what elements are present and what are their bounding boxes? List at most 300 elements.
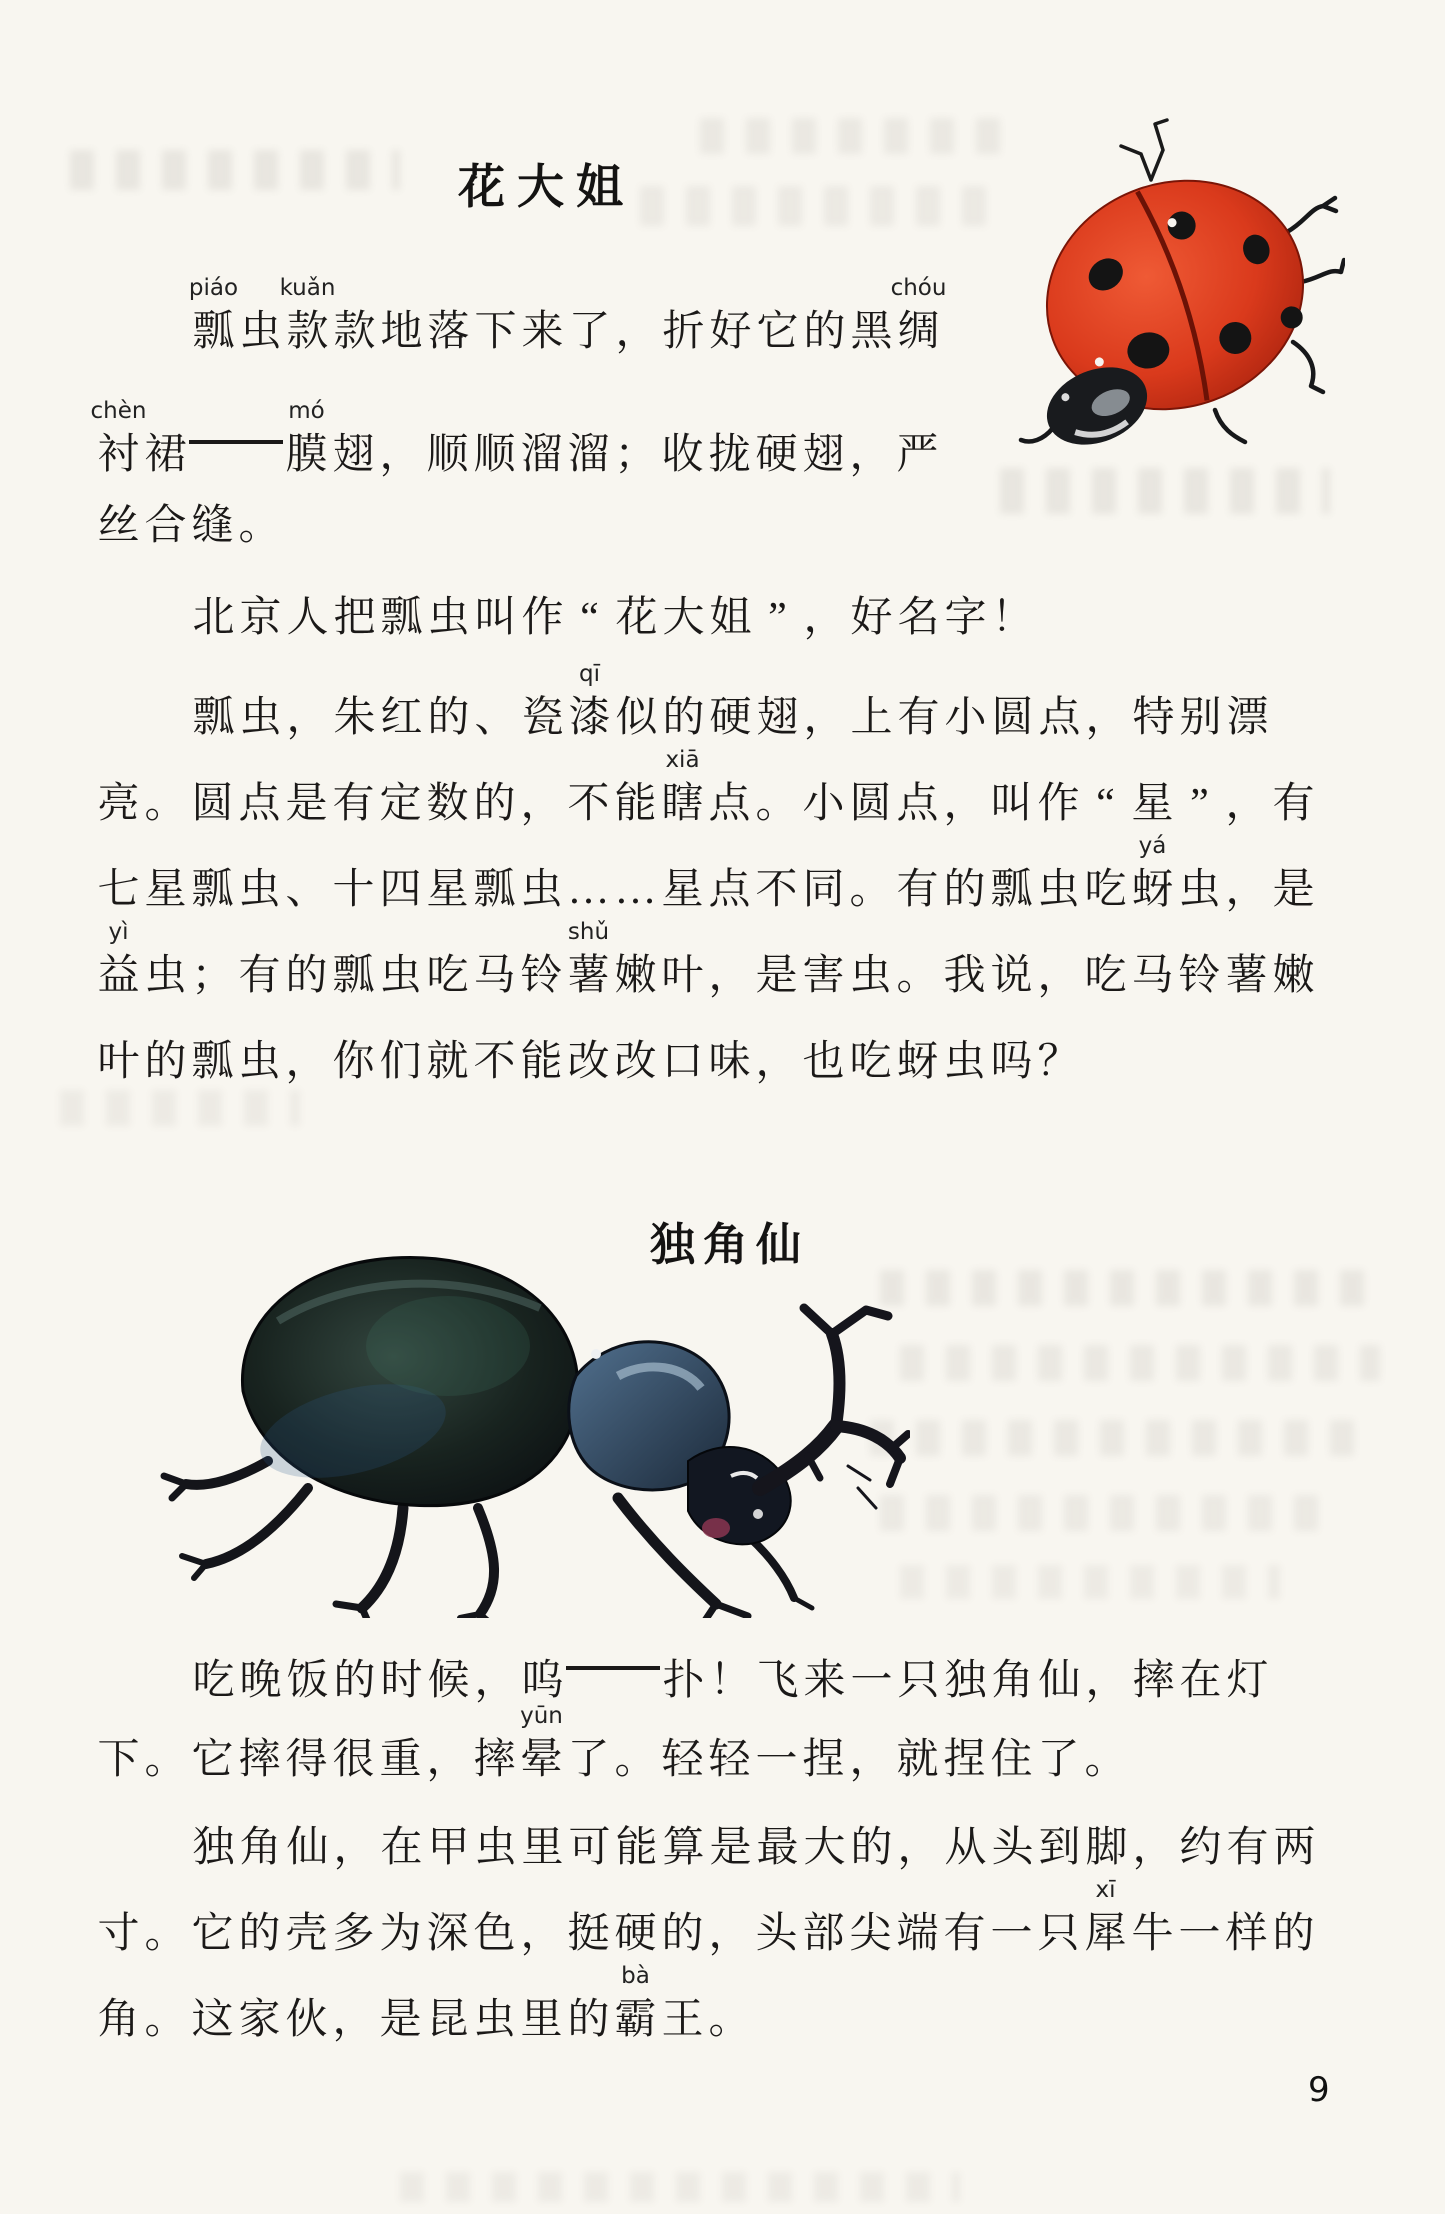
text-line [190, 661, 1271, 744]
han-char: 虫 [474, 1825, 517, 1871]
han-char: ， [426, 1737, 469, 1783]
han-char: 捏 [943, 1737, 986, 1783]
han-char: ， [1085, 1658, 1128, 1704]
han-char: 独 [944, 1658, 987, 1704]
han-char: 时 [380, 1658, 423, 1704]
han-char: 们 [379, 1039, 422, 1085]
text-line [95, 500, 283, 552]
han-char: 角 [239, 1825, 282, 1871]
han-char: ， [708, 1911, 751, 1957]
han-char: 圆 [191, 781, 234, 827]
han-char: 了 [568, 309, 611, 355]
pinyin-annotation: bà [621, 1963, 650, 1989]
han-char: 王 [661, 1997, 704, 2043]
bleedthrough-ghost-text [880, 1495, 1340, 1531]
em-dash [189, 416, 236, 468]
han-char: 别 [1179, 695, 1222, 741]
han-char: 花 [615, 595, 658, 641]
han-char: 的 [662, 695, 705, 741]
han-char: 溜 [520, 432, 563, 478]
han-char: 不 [567, 781, 610, 827]
han-char: 有 [238, 953, 281, 999]
han-char: 大 [803, 1825, 846, 1871]
han-char: 飞 [756, 1658, 799, 1704]
han-char: 名 [897, 595, 940, 641]
section-title-huadajie: 花大姐 [458, 162, 635, 214]
han-char: 叫 [474, 595, 517, 641]
han-char: ， [1132, 1825, 1175, 1871]
han-char: 吃 [1084, 953, 1127, 999]
pinyin-annotation: chóu [890, 275, 947, 301]
han-char: 家 [238, 1997, 281, 2043]
han-char: 多 [332, 1911, 375, 1957]
han-char: 。 [1084, 1737, 1127, 1783]
han-char: 吃 [192, 1658, 235, 1704]
han-char: 一 [755, 1737, 798, 1783]
han-char: 住 [990, 1737, 1033, 1783]
han-char: ， [755, 1039, 798, 1085]
han-char: 是 [1272, 867, 1315, 913]
han-char: 一 [990, 1911, 1033, 1957]
em-dash [236, 416, 283, 468]
han-char: 小 [944, 695, 987, 741]
han-char: 北 [192, 595, 235, 641]
han-char: 硬 [614, 1911, 657, 1957]
han-char: 。 [238, 503, 281, 549]
han-char: 轻 [708, 1737, 751, 1783]
han-char: 瓢 piáo [188, 275, 239, 355]
han-char: 的 [850, 1825, 893, 1871]
han-char: 很 [332, 1737, 375, 1783]
han-char: 有 [1272, 781, 1315, 827]
han-char: 改 [614, 1039, 657, 1085]
han-char: ， [1037, 953, 1080, 999]
han-char: 漆 qī [568, 661, 611, 741]
han-char: 有 [897, 695, 940, 741]
bleedthrough-ghost-text [700, 118, 1020, 154]
han-char: 。 [896, 953, 939, 999]
han-char: 吃 [1084, 867, 1127, 913]
han-char: 端 [896, 1911, 939, 1957]
han-char: 害 [802, 953, 845, 999]
han-char: 虫 [427, 595, 470, 641]
han-char: 犀 xī [1084, 1877, 1127, 1957]
han-char: 口 [661, 1039, 704, 1085]
ladybug-illustration [1005, 110, 1345, 455]
han-char: 寸 [97, 1911, 140, 1957]
han-char: 、 [285, 867, 328, 913]
han-char: 吃 [426, 953, 469, 999]
han-char: ， [897, 1825, 940, 1871]
han-char: 把 [333, 595, 376, 641]
han-char: 漂 [1226, 695, 1269, 741]
bleedthrough-ghost-text [900, 1345, 1380, 1381]
han-char: 我 [943, 953, 986, 999]
han-char: 瞎 xiā [661, 747, 704, 827]
bleedthrough-ghost-text [900, 1565, 1280, 1599]
bleedthrough-ghost-text [60, 1090, 300, 1126]
han-char: 顺 [473, 432, 516, 478]
han-char: 虫 [520, 867, 563, 913]
han-char: 。 [849, 867, 892, 913]
han-char: 地 [380, 309, 423, 355]
han-char: 翅 [756, 695, 799, 741]
han-char: ； [614, 432, 657, 478]
han-char: 改 [567, 1039, 610, 1085]
section-title-dujiaoxian: 独角仙 [650, 1220, 810, 1270]
han-char: 虫 [1037, 867, 1080, 913]
han-char: 的 [427, 695, 470, 741]
text-line [188, 275, 947, 358]
han-char: 也 [802, 1039, 845, 1085]
han-char: 它 [191, 1911, 234, 1957]
han-char: 硬 [709, 695, 752, 741]
han-char: 七 [97, 867, 140, 913]
han-char: 饭 [286, 1658, 329, 1704]
han-char: 。 [144, 1997, 187, 2043]
han-char: 、 [474, 695, 517, 741]
han-char: 瓢 [473, 867, 516, 913]
han-char: 得 [285, 1737, 328, 1783]
han-char: … [567, 867, 610, 913]
rhinoceros-beetle-illustration [148, 1226, 910, 1618]
han-char: ， [332, 1997, 375, 2043]
han-char: 虫 [144, 953, 187, 999]
pinyin-annotation: chèn [90, 398, 147, 424]
han-char: 为 [379, 1911, 422, 1957]
text-line [95, 1036, 1082, 1088]
han-char: 虫 [1178, 867, 1221, 913]
text-line [95, 833, 1317, 916]
han-char: 点 [708, 867, 751, 913]
han-char: 好 [709, 309, 752, 355]
han-char: 落 [427, 309, 470, 355]
han-char: 是 [285, 781, 328, 827]
han-char: 伙 [285, 1997, 328, 2043]
han-char: 马 [473, 953, 516, 999]
han-char: 算 [662, 1825, 705, 1871]
han-char: 仙 [286, 1825, 329, 1871]
han-char: 四 [379, 867, 422, 913]
han-char: 马 [1131, 953, 1174, 999]
han-char: 的 [238, 1911, 281, 1957]
han-char: 轻 [661, 1737, 704, 1783]
han-char: 的 [661, 1911, 704, 1957]
pinyin-annotation: qī [579, 661, 600, 687]
han-char: 溜 [567, 432, 610, 478]
han-char: 顺 [426, 432, 469, 478]
han-char: 定 [379, 781, 422, 827]
han-char: 瓢 [332, 953, 375, 999]
han-char: 虫 [849, 953, 892, 999]
han-char: 特 [1132, 695, 1175, 741]
han-char: ？ [1037, 1039, 1080, 1085]
text-line [95, 1703, 1129, 1786]
han-char: 可 [568, 1825, 611, 1871]
han-char: 绸 chóu [890, 275, 947, 355]
bleedthrough-ghost-text [640, 186, 1000, 226]
han-char: 。 [144, 1911, 187, 1957]
han-char: 上 [850, 695, 893, 741]
han-char: 字 [944, 595, 987, 641]
pinyin-annotation: xī [1095, 1877, 1116, 1903]
han-char: 似 [615, 695, 658, 741]
han-char: 叶 [97, 1039, 140, 1085]
han-char: 点 [896, 781, 939, 827]
han-char: 合 [144, 503, 187, 549]
han-char: 来 [521, 309, 564, 355]
han-char: “ [1096, 781, 1115, 827]
han-char: 叶 [661, 953, 704, 999]
han-char: 亮 [97, 781, 140, 827]
han-char: 点 [708, 781, 751, 827]
han-char: 硬 [755, 432, 798, 478]
han-char: 缝 [191, 503, 234, 549]
han-char: 灯 [1226, 1658, 1269, 1704]
han-char: 衬 chèn [90, 398, 147, 478]
han-char: 独 [192, 1825, 235, 1871]
beetle-horn [760, 1308, 908, 1508]
han-char: 吗 [990, 1039, 1033, 1085]
han-char: 一 [1178, 1911, 1221, 1957]
han-char: ， [520, 781, 563, 827]
han-char: 能 [520, 1039, 563, 1085]
han-char: 严 [896, 432, 939, 478]
han-char: 挺 [567, 1911, 610, 1957]
han-char: 裙 [144, 432, 187, 478]
han-char: 虫 [239, 309, 282, 355]
text-line [190, 592, 1036, 644]
han-char: 一 [850, 1658, 893, 1704]
han-char: 仙 [1038, 1658, 1081, 1704]
text-line [90, 398, 941, 481]
han-char: 约 [1179, 1825, 1222, 1871]
han-char: 小 [802, 781, 845, 827]
em-dash [613, 1642, 660, 1694]
han-char: 的 [803, 309, 846, 355]
han-char: 只 [1037, 1911, 1080, 1957]
han-char: 黑 [850, 309, 893, 355]
ladybug-antennae [1121, 120, 1167, 180]
han-char: 的 [144, 1039, 187, 1085]
beetle-teal-sheen [366, 1296, 530, 1396]
han-char: ， [1225, 867, 1268, 913]
han-char: 有 [943, 1911, 986, 1957]
han-char: 益 yì [97, 919, 140, 999]
text-line [95, 1963, 753, 2046]
han-char: 味 [708, 1039, 751, 1085]
han-char: ” [768, 595, 787, 641]
han-char: “ [580, 595, 599, 641]
text-line [95, 919, 1317, 1002]
han-char: 的 [1272, 1911, 1315, 1957]
han-char: 薯 [1225, 953, 1268, 999]
bleedthrough-ghost-text [400, 2172, 960, 2202]
han-char: 昆 [426, 1997, 469, 2043]
han-char: 作 [521, 595, 564, 641]
han-char: ， [803, 595, 846, 641]
han-char: 点 [1038, 695, 1081, 741]
han-char: ， [615, 309, 658, 355]
text-line [190, 1642, 1271, 1707]
han-char: 最 [756, 1825, 799, 1871]
han-char: 是 [755, 953, 798, 999]
han-char: 角 [991, 1658, 1034, 1704]
han-char: ！ [991, 595, 1034, 641]
han-char: 的 [473, 781, 516, 827]
han-char: 晕 yūn [520, 1703, 563, 1783]
han-char: 翅 [332, 432, 375, 478]
han-char: 头 [755, 1911, 798, 1957]
bleedthrough-ghost-text [1000, 468, 1330, 514]
han-char: 牛 [1131, 1911, 1174, 1957]
han-char: 瓢 [191, 867, 234, 913]
han-char: 的 [285, 953, 328, 999]
han-char: 它 [756, 309, 799, 355]
han-char: 来 [803, 1658, 846, 1704]
han-char: 到 [1038, 1825, 1081, 1871]
pinyin-annotation: shǔ [567, 919, 610, 945]
han-char: 嫩 [614, 953, 657, 999]
han-char: 能 [615, 1825, 658, 1871]
han-char: ， [849, 432, 892, 478]
han-char: 铃 [520, 953, 563, 999]
han-char: 款 [333, 309, 376, 355]
han-char: 在 [1179, 1658, 1222, 1704]
han-char: 两 [1273, 1825, 1316, 1871]
beetle-mouth [702, 1518, 730, 1538]
han-char: 铃 [1178, 953, 1221, 999]
han-char: 捏 [802, 1737, 845, 1783]
han-char: 虫 [379, 953, 422, 999]
han-char: 说 [990, 953, 1033, 999]
han-char: 吃 [849, 1039, 892, 1085]
han-char: 下 [97, 1737, 140, 1783]
han-char: ， [333, 1825, 376, 1871]
han-char: ， [803, 695, 846, 741]
pinyin-annotation: yá [1138, 833, 1167, 859]
han-char: 候 [427, 1658, 470, 1704]
han-char: 从 [944, 1825, 987, 1871]
han-char: 有 [1226, 1825, 1269, 1871]
pinyin-annotation: yūn [520, 1703, 563, 1729]
han-char: 瓢 [191, 1039, 234, 1085]
han-char: 收 [661, 432, 704, 478]
pinyin-annotation: kuǎn [279, 275, 336, 301]
han-char: 只 [897, 1658, 940, 1704]
han-char: 膜 mó [285, 398, 328, 478]
han-char: 脚 [1085, 1825, 1128, 1871]
han-char: 作 [1037, 781, 1080, 827]
han-char: ” [1190, 781, 1209, 827]
han-char: 瓢 [192, 695, 235, 741]
han-char: ， [285, 1039, 328, 1085]
han-char: 能 [614, 781, 657, 827]
beetle-glint [591, 1349, 601, 1359]
han-char: ， [520, 1911, 563, 1957]
han-char: 不 [755, 867, 798, 913]
han-char: 你 [332, 1039, 375, 1085]
han-char: 摔 [238, 1737, 281, 1783]
han-char: 数 [426, 781, 469, 827]
han-char: 部 [802, 1911, 845, 1957]
pinyin-annotation: piáo [188, 275, 239, 301]
han-char: 叫 [990, 781, 1033, 827]
han-char: 里 [521, 1825, 564, 1871]
han-char: 。 [755, 781, 798, 827]
beetle-eye-glint [753, 1509, 763, 1519]
han-char: 甲 [427, 1825, 470, 1871]
text-line [95, 1877, 1317, 1960]
han-char: ！ [709, 1658, 752, 1704]
han-char: 的 [943, 867, 986, 913]
han-char: 蚜 [896, 1039, 939, 1085]
han-char: 大 [662, 595, 705, 641]
han-char: 红 [380, 695, 423, 741]
han-char: 虫 [943, 1039, 986, 1085]
han-char: 。 [144, 781, 187, 827]
han-char: 翅 [802, 432, 845, 478]
han-char: 。 [614, 1737, 657, 1783]
han-char: 在 [380, 1825, 423, 1871]
han-char: 角 [97, 1997, 140, 2043]
han-char: 圆 [849, 781, 892, 827]
han-char: 虫 [239, 695, 282, 741]
han-char: 尖 [849, 1911, 892, 1957]
han-char: 人 [286, 595, 329, 641]
han-char: ， [379, 432, 422, 478]
bleedthrough-ghost-text [880, 1270, 1380, 1306]
han-char: ， [849, 1737, 892, 1783]
han-char: 姐 [709, 595, 752, 641]
han-char: 点 [238, 781, 281, 827]
han-char: 好 [850, 595, 893, 641]
text-line [190, 1822, 1318, 1874]
han-char: 是 [379, 1997, 422, 2043]
han-char: 京 [239, 595, 282, 641]
han-char: 有 [332, 781, 375, 827]
han-char: 蚜 yá [1131, 833, 1174, 913]
han-char: 丝 [97, 503, 140, 549]
han-char: 款 kuǎn [279, 275, 336, 355]
han-char: 了 [1037, 1737, 1080, 1783]
han-char: 深 [426, 1911, 469, 1957]
page-number: 9 [1308, 2070, 1330, 2110]
han-char: 这 [191, 1997, 234, 2043]
han-char: ， [1085, 695, 1128, 741]
pinyin-annotation: yì [108, 919, 129, 945]
han-char: 星 [1131, 781, 1174, 827]
pinyin-annotation: xiā [665, 747, 700, 773]
han-char: 下 [474, 309, 517, 355]
han-char: 虫 [238, 867, 281, 913]
han-char: 头 [991, 1825, 1034, 1871]
han-char: 不 [473, 1039, 516, 1085]
em-dash [566, 1642, 613, 1694]
han-char: 就 [896, 1737, 939, 1783]
han-char: 摔 [473, 1737, 516, 1783]
han-char: 。 [144, 1737, 187, 1783]
han-char: 有 [896, 867, 939, 913]
han-char: 十 [332, 867, 375, 913]
han-char: 霸 bà [614, 1963, 657, 2043]
han-char: 朱 [333, 695, 376, 741]
han-char: 星 [661, 867, 704, 913]
han-char: ， [943, 781, 986, 827]
han-char: ； [191, 953, 234, 999]
han-char: ， [474, 1658, 517, 1704]
han-char: 样 [1225, 1911, 1268, 1957]
